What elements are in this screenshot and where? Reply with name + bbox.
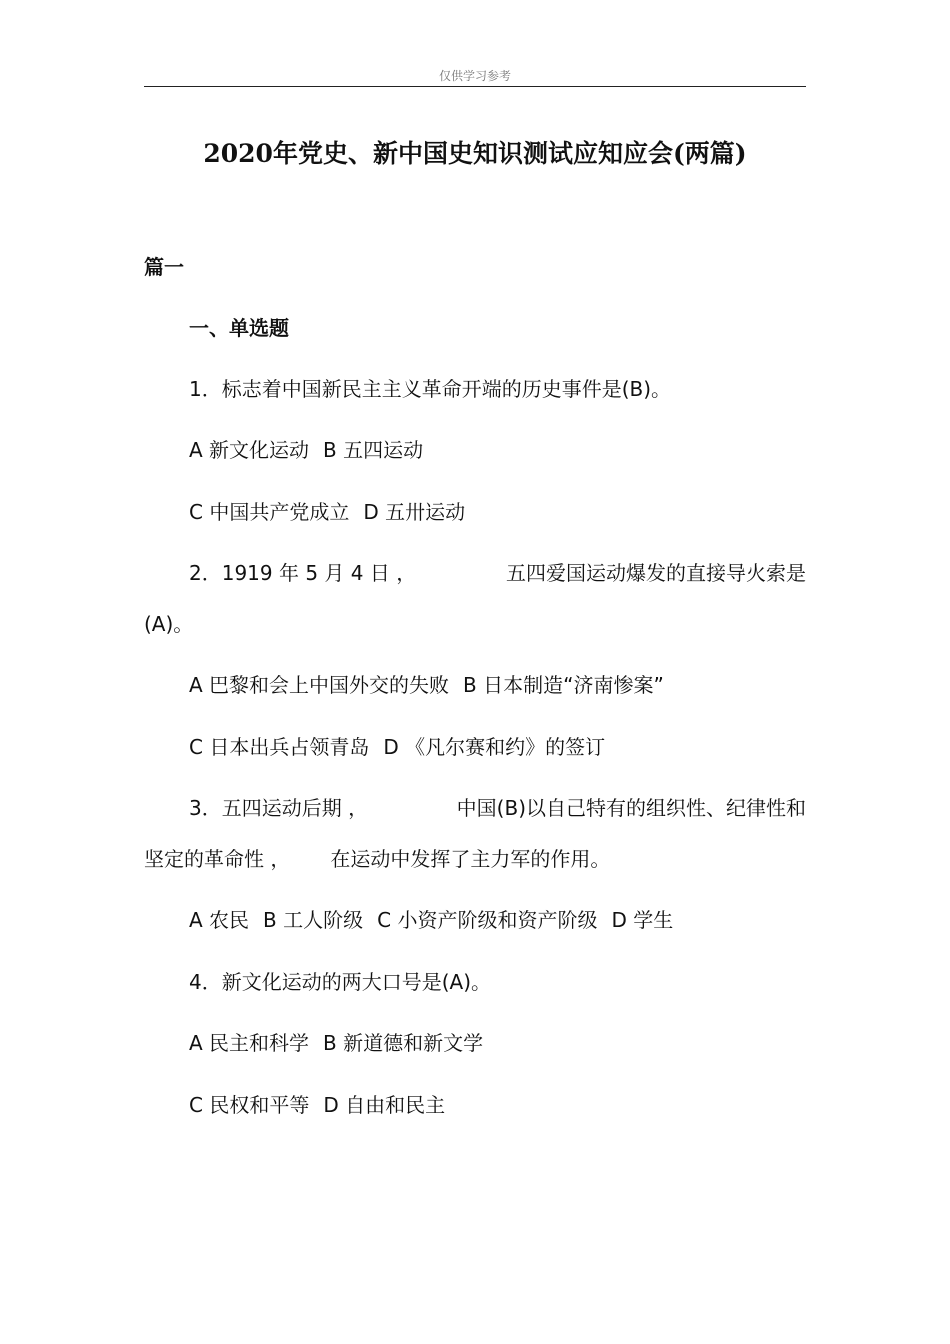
question-1-stem: 1．标志着中国新民主主义革命开端的历史事件是(B)。 (189, 377, 672, 401)
question-1-options-row-2 (189, 496, 465, 525)
option: C 中国共产党成立 (189, 500, 350, 524)
question-2-stem-line-2: (A)。 (144, 612, 194, 636)
question-2-options-row-1 (189, 669, 664, 698)
stem-part: 在运动中发挥了主力军的作用。 (330, 847, 611, 871)
question-3-options-row-1 (189, 904, 673, 933)
option: A 新文化运动 (189, 438, 310, 462)
option: B 五四运动 (323, 438, 424, 462)
option: C 民权和平等 (189, 1093, 310, 1117)
option: D 自由和民主 (323, 1093, 446, 1117)
option: B 新道德和新文学 (323, 1031, 484, 1055)
question-2-stem-line-1 (189, 557, 806, 586)
option: D 《凡尔赛和约》的签订 (383, 735, 606, 759)
option: A 巴黎和会上中国外交的失败 (189, 673, 450, 697)
stem-part: 2．1919 年 5 月 4 日 ， (189, 561, 417, 585)
section-label: 篇一 (144, 255, 184, 279)
question-4-options-row-2 (189, 1089, 445, 1118)
option: B 日本制造“济南惨案” (463, 673, 664, 697)
stem-part: 3．五四运动后期 ， (189, 796, 369, 820)
option: A 民主和科学 (189, 1031, 310, 1055)
stem-part: 坚定的革命性 ， (144, 847, 291, 871)
option: C 日本出兵占领青岛 (189, 735, 370, 759)
option: D 学生 (611, 908, 674, 932)
header-divider (144, 86, 806, 87)
question-3-stem-line-2 (144, 843, 610, 872)
question-3-stem-line-1 (189, 792, 806, 821)
question-1-options-row-1 (189, 434, 423, 463)
question-4-stem: 4．新文化运动的两大口号是(A)。 (189, 970, 492, 994)
question-2-options-row-2 (189, 731, 605, 760)
part-heading: 一、单选题 (189, 316, 289, 340)
document-title: 2020年党史、新中国史知识测试应知应会(两篇) (203, 139, 747, 168)
option: A 农民 (189, 908, 250, 932)
option: D 五卅运动 (363, 500, 466, 524)
stem-part: 中国(B)以自己特有的组织性、纪律性和 (456, 796, 806, 820)
page-header-text: 仅供学习参考 (438, 69, 511, 83)
option: C 小资产阶级和资产阶级 (377, 908, 598, 932)
question-4-options-row-1 (189, 1027, 483, 1056)
stem-part: 五四爱国运动爆发的直接导火索是 (506, 561, 806, 585)
option: B 工人阶级 (263, 908, 364, 932)
